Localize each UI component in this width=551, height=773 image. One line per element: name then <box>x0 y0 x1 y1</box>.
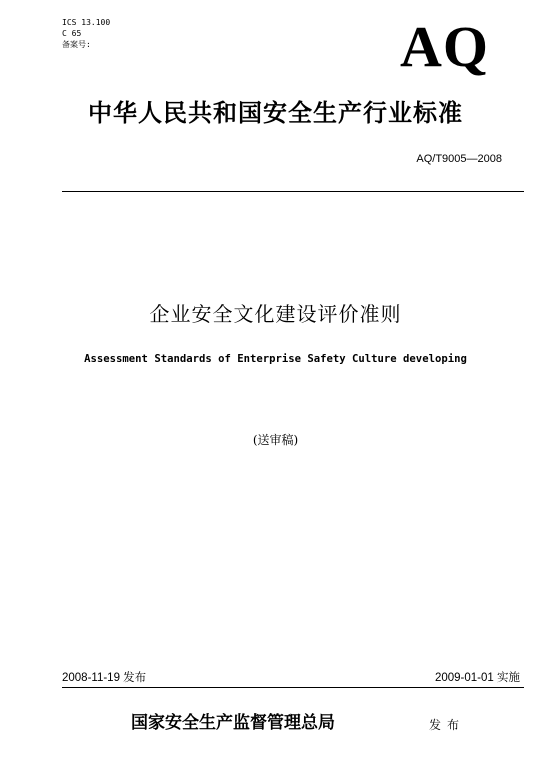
classification-code: C 65 <box>62 29 82 38</box>
effective-date: 2009-01-01 实施 <box>434 672 520 684</box>
standard-category-title: 中华人民共和国安全生产行业标准 <box>88 99 463 127</box>
bottom-divider <box>62 687 524 688</box>
issuing-authority: 国家安全生产监督管理总局 <box>131 713 335 733</box>
top-divider <box>62 191 524 192</box>
aq-logo: AQ <box>400 14 489 79</box>
standard-code: AQ/T9005—2008 <box>416 153 502 165</box>
document-title-english: Assessment Standards of Enterprise Safety Culture developing <box>84 353 467 365</box>
draft-status-note: (送审稿) <box>252 433 299 447</box>
issuer-action-label: 发布 <box>429 718 466 732</box>
issue-date: 2008-11-19 发布 <box>62 672 147 684</box>
ics-code: ICS 13.100 <box>62 18 111 27</box>
filing-number-label: 备案号: <box>62 40 91 49</box>
document-title-chinese: 企业安全文化建设评价准则 <box>149 302 402 326</box>
